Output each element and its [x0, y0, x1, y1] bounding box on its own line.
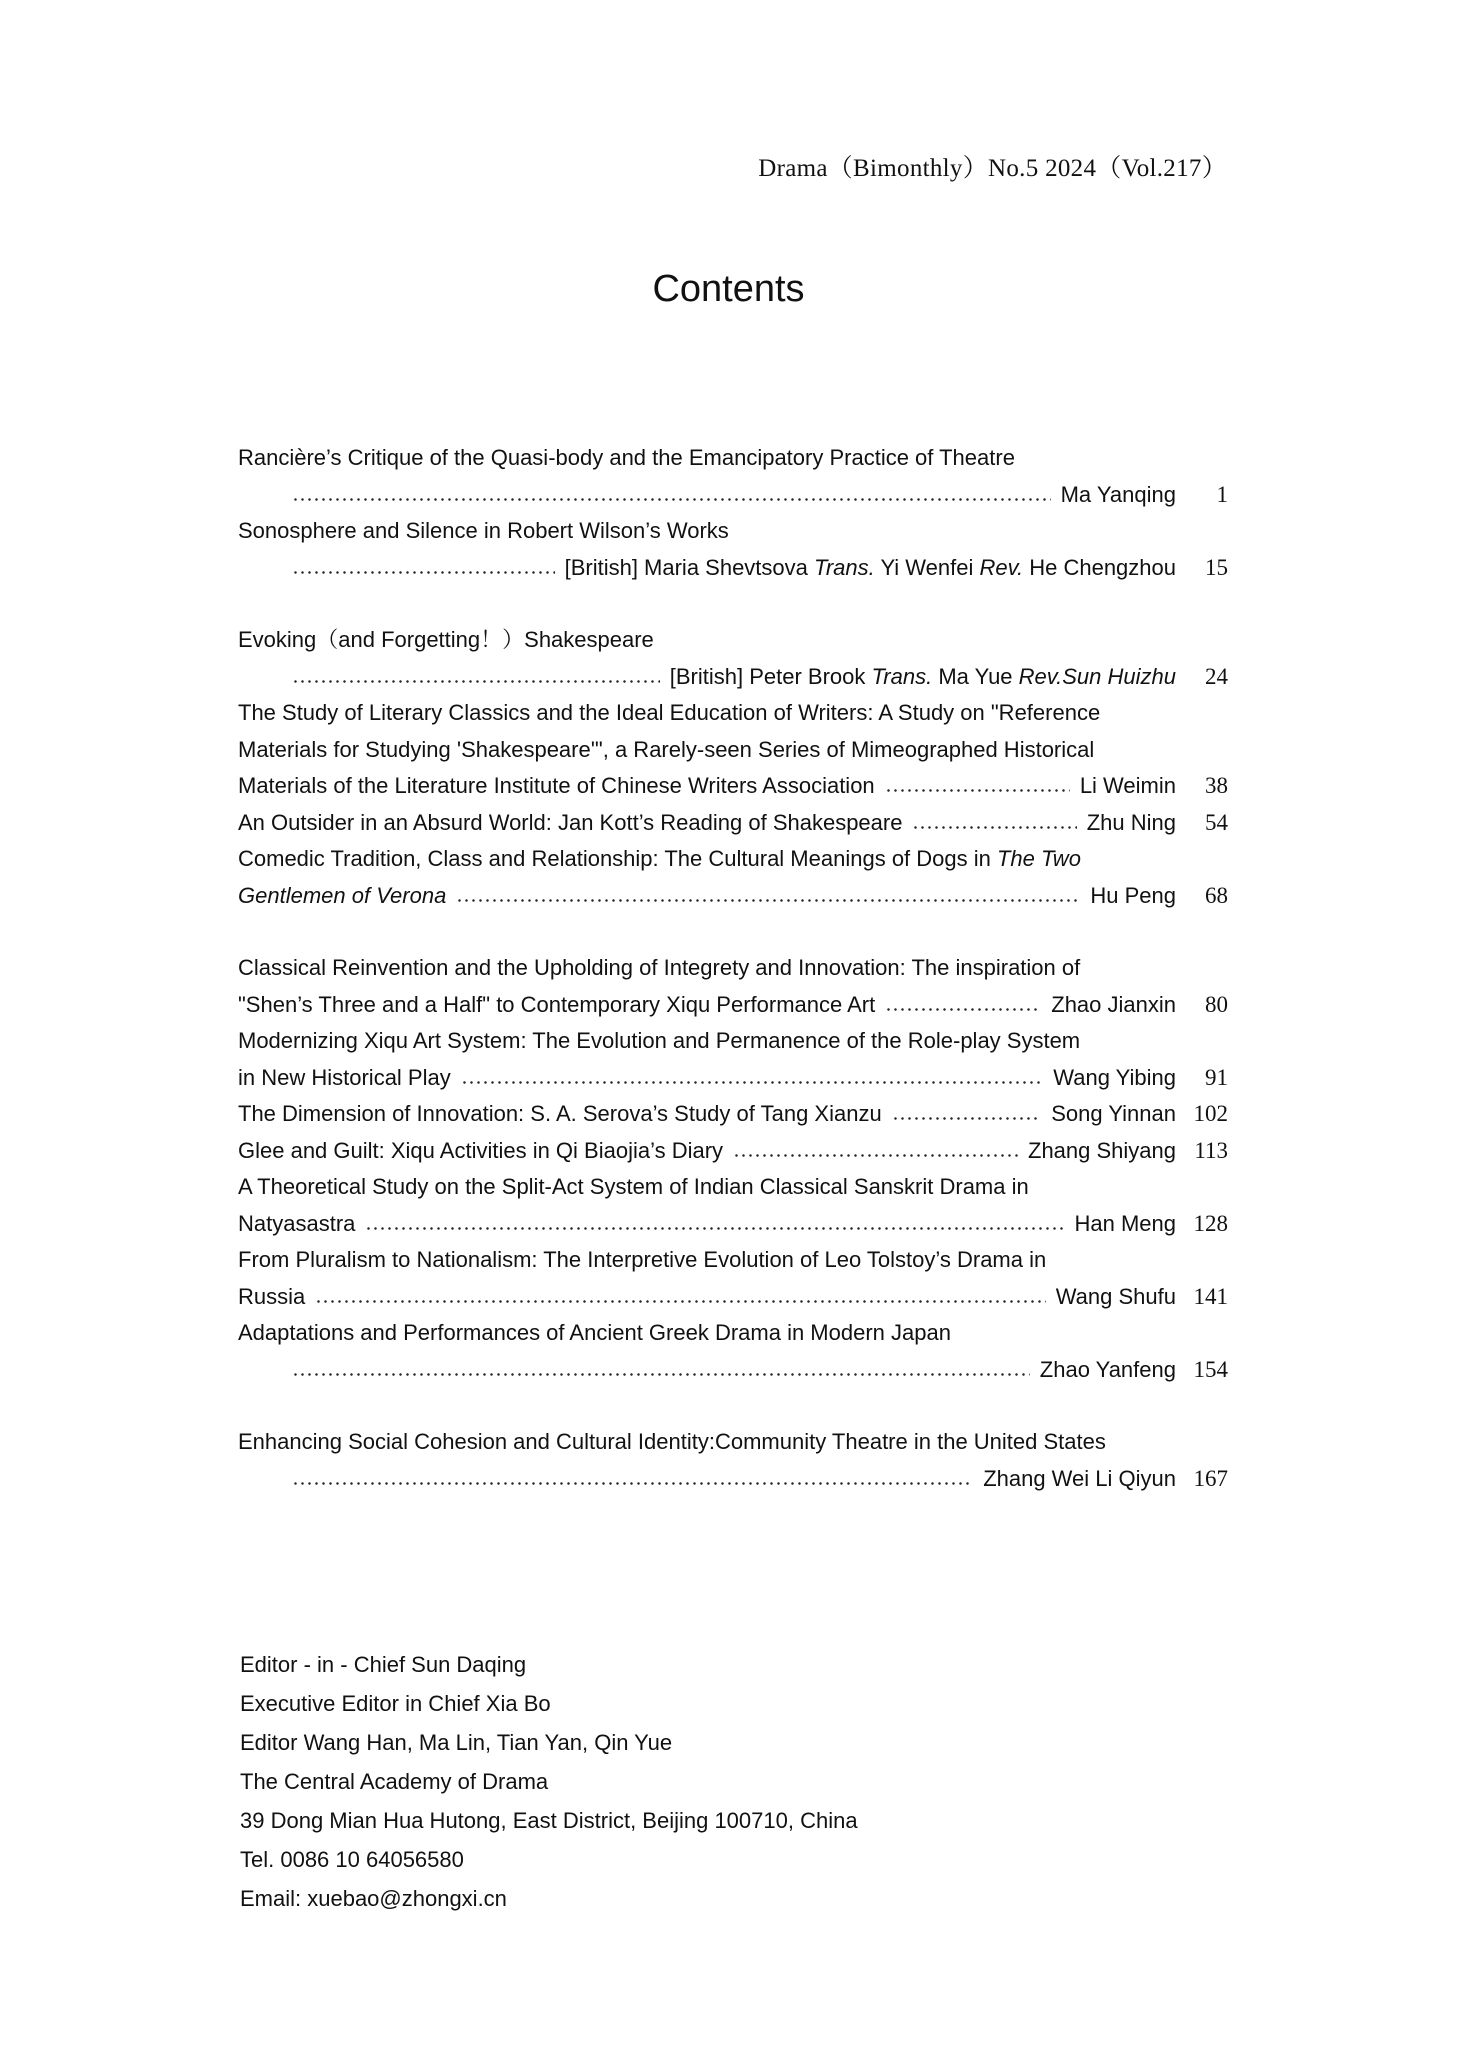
toc-entry[interactable] [238, 1315, 1228, 1388]
toc-entry[interactable] [238, 695, 1228, 805]
toc-entry[interactable] [238, 1169, 1228, 1242]
editorial-line: Editor - in - Chief Sun Daqing [240, 1652, 527, 1677]
toc-entry-line [238, 440, 1228, 477]
toc-entry-line [238, 1206, 1228, 1243]
article-author: [British] Maria Shevtsova Trans. Yi Wenfei Rev. He Chengzhou [564, 554, 1176, 580]
leader-dots [292, 477, 1051, 514]
toc-entry-line [238, 1279, 1228, 1316]
article-title: A Theoretical Study on the Split-Act System of Indian Classical Sanskrit Drama in [238, 1174, 1029, 1199]
leader-dots [885, 987, 1041, 1024]
article-title: Classical Reinvention and the Upholding of Integrety and Innovation: The inspiration of [238, 955, 1081, 980]
toc-entry-line [238, 1133, 1228, 1170]
page-number: 1 [1216, 481, 1228, 507]
toc-entry-line [238, 805, 1228, 842]
article-title: Rancière’s Critique of the Quasi-body and the Emancipatory Practice of Theatre [238, 445, 1015, 470]
toc-entry-line [238, 1060, 1228, 1097]
group-gap [238, 1388, 1228, 1424]
leader-dots [292, 659, 660, 696]
article-title: Glee and Guilt: Xiqu Activities in Qi Biaojia’s Diary [238, 1137, 724, 1163]
article-title: in New Historical Play [238, 1064, 451, 1090]
leader-dots [292, 550, 555, 587]
leader-dots [912, 805, 1076, 842]
article-title: An Outsider in an Absurd World: Jan Kott’s Reading of Shakespeare [238, 809, 903, 835]
toc-entry-line [238, 622, 1228, 659]
article-title: Gentlemen of Verona [238, 882, 447, 908]
article-title: The Dimension of Innovation: S. A. Serova’s Study of Tang Xianzu [238, 1101, 882, 1126]
leader-dots [885, 768, 1070, 805]
toc-entry-line [238, 550, 1228, 587]
article-author: Wang Yibing [1053, 1064, 1176, 1090]
toc-entry[interactable] [238, 622, 1228, 695]
article-title: Enhancing Social Cohesion and Cultural Identity:Community Theatre in the United States [238, 1429, 1106, 1454]
group-gap [238, 914, 1228, 950]
table-of-contents [238, 440, 1228, 1497]
page-number: 154 [1193, 1356, 1228, 1382]
toc-entry-line [238, 1352, 1228, 1389]
toc-entry-line [238, 659, 1228, 696]
group-gap [238, 586, 1228, 622]
toc-entry-line [238, 477, 1228, 514]
page-number: 102 [1193, 1101, 1228, 1126]
page-title: Contents [652, 268, 805, 310]
toc-entry-line [238, 841, 1228, 878]
toc-entry-line [238, 1424, 1228, 1461]
page-number: 128 [1193, 1210, 1228, 1236]
toc-entry-line [238, 1096, 1228, 1133]
leader-dots [315, 1279, 1045, 1316]
article-author: Zhao Jianxin [1051, 991, 1176, 1017]
toc-entry[interactable] [238, 805, 1228, 842]
page-number: 113 [1194, 1137, 1228, 1163]
article-author: Zhao Yanfeng [1039, 1356, 1176, 1382]
article-title: Comedic Tradition, Class and Relationship: The Cultural Meanings of Dogs in The Two [238, 846, 1081, 871]
editorial-info [240, 1645, 858, 1918]
leader-dots [892, 1096, 1042, 1133]
page-number: 38 [1205, 773, 1228, 798]
toc-entry-line [238, 1315, 1228, 1352]
leader-dots [456, 878, 1080, 915]
article-author: Zhang Shiyang [1028, 1137, 1176, 1163]
article-author: Ma Yanqing [1060, 481, 1176, 507]
page-number: 24 [1205, 663, 1228, 689]
article-title: Russia [238, 1283, 306, 1309]
toc-entry-line [238, 987, 1228, 1024]
article-title: Sonosphere and Silence in Robert Wilson’s Works [238, 518, 729, 543]
toc-entry-line [238, 1461, 1228, 1498]
toc-entry[interactable] [238, 1023, 1228, 1096]
toc-entry[interactable] [238, 950, 1228, 1023]
toc-entry-line [238, 695, 1228, 732]
leader-dots [733, 1133, 1018, 1170]
toc-entry[interactable] [238, 1242, 1228, 1315]
editorial-line: Email: xuebao@zhongxi.cn [240, 1886, 507, 1911]
article-title: Materials of the Literature Institute of Chinese Writers Association [238, 773, 875, 798]
page-number: 167 [1193, 1465, 1228, 1491]
toc-entry-line [238, 513, 1228, 550]
toc-entry-line [238, 878, 1228, 915]
leader-dots [461, 1060, 1044, 1097]
article-author: Zhu Ning [1086, 809, 1176, 835]
page-number: 54 [1205, 809, 1228, 835]
page-number: 15 [1205, 554, 1228, 580]
toc-entry[interactable] [238, 1133, 1228, 1170]
toc-entry-line [238, 1242, 1228, 1279]
leader-dots [292, 1352, 1030, 1389]
article-title: Adaptations and Performances of Ancient Greek Drama in Modern Japan [238, 1320, 951, 1345]
article-title: Modernizing Xiqu Art System: The Evolution and Permanence of the Role-play System [238, 1028, 1081, 1053]
page-number: 91 [1205, 1064, 1228, 1090]
editorial-line: 39 Dong Mian Hua Hutong, East District, Beijing 100710, China [240, 1808, 858, 1833]
article-title: Materials for Studying 'Shakespeare'", a Rarely-seen Series of Mimeographed Historical [238, 736, 1095, 762]
article-title: The Study of Literary Classics and the Ideal Education of Writers: A Study on "Reference [238, 700, 1101, 725]
leader-dots [365, 1206, 1064, 1243]
article-author: Wang Shufu [1055, 1283, 1176, 1309]
toc-entry[interactable] [238, 841, 1228, 914]
page-number: 80 [1205, 991, 1228, 1017]
toc-entry[interactable] [238, 513, 1228, 586]
article-author: Song Yinnan [1051, 1101, 1176, 1126]
toc-entry-line [238, 950, 1228, 987]
editorial-line: Executive Editor in Chief Xia Bo [240, 1691, 551, 1716]
article-author: [British] Peter Brook Trans. Ma Yue Rev.Sun Huizhu [669, 663, 1176, 689]
page-number: 141 [1193, 1283, 1228, 1309]
editorial-line: The Central Academy of Drama [240, 1769, 549, 1794]
toc-entry-line [238, 1169, 1228, 1206]
article-author: Li Weimin [1079, 773, 1176, 798]
toc-entry[interactable] [238, 440, 1228, 513]
editorial-line: Editor Wang Han, Ma Lin, Tian Yan, Qin Yue [240, 1730, 673, 1755]
article-title: "Shen’s Three and a Half" to Contemporary Xiqu Performance Art [238, 991, 876, 1017]
article-author: Hu Peng [1090, 882, 1176, 908]
toc-entry-line [238, 768, 1228, 805]
page-number: 68 [1205, 882, 1228, 908]
article-title: From Pluralism to Nationalism: The Interpretive Evolution of Leo Tolstoy’s Drama in [238, 1247, 1047, 1272]
toc-entry[interactable] [238, 1096, 1228, 1133]
article-author: Han Meng [1074, 1210, 1176, 1236]
toc-entry-line [238, 1023, 1228, 1060]
article-author: Zhang Wei Li Qiyun [983, 1465, 1176, 1491]
journal-header: Drama（Bimonthly）No.5 2024（Vol.217） [758, 155, 1227, 182]
toc-entry[interactable] [238, 1424, 1228, 1497]
article-title: Natyasastra [238, 1210, 356, 1236]
leader-dots [292, 1461, 973, 1498]
toc-entry-line [238, 732, 1228, 769]
article-title: Evoking（and Forgetting！）Shakespeare [238, 627, 654, 652]
editorial-line: Tel. 0086 10 64056580 [240, 1847, 464, 1872]
